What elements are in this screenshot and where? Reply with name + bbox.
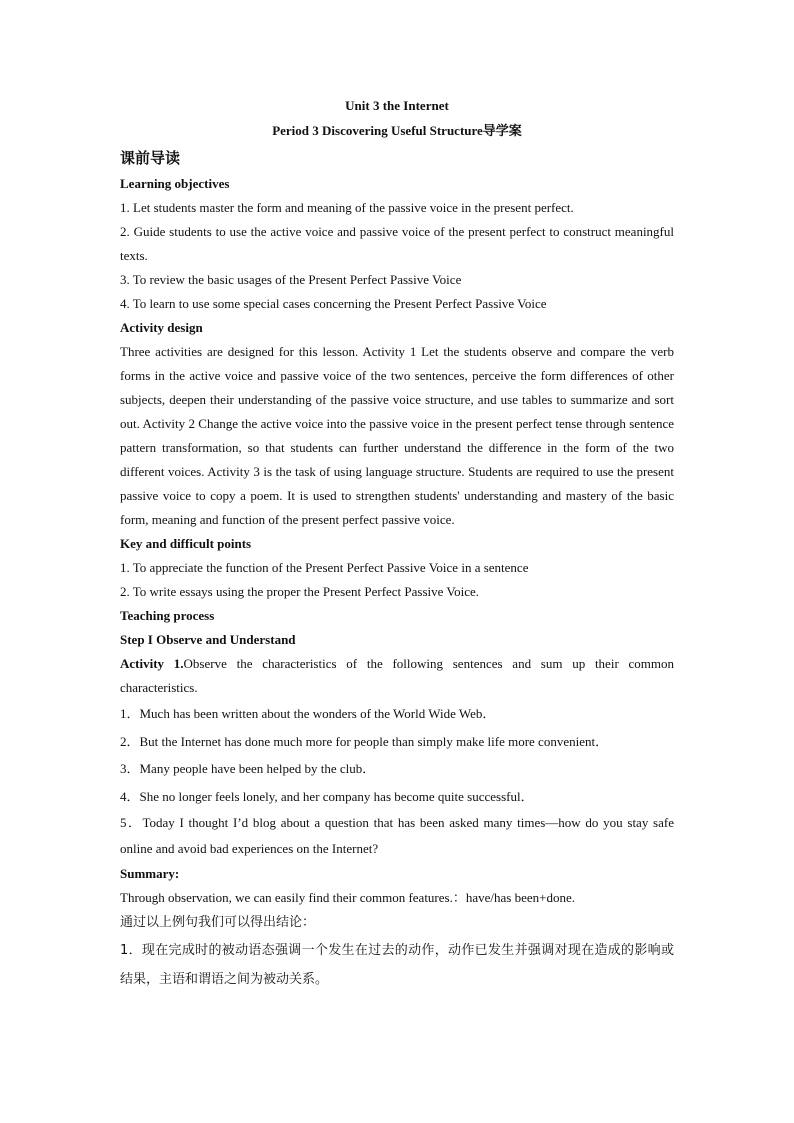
- activity-design-text: Three activities are designed for this lesson. Activity 1 Let the students observe and compare the verb forms in the active voice and passive voice of the two sentences, perceive the form differences of other subjects, deepen their understanding of the passive voice structure, and use tables to summarize and sort out. Activity 2 Change the active voice into the passive voice in the present perfect tense through sentence pattern transformation, so that students can further understand the difference in the form of the two different voices. Activity 3 is the task of using language structure. Students are required to use the present passive voice to copy a poem. It is used to strengthen students' understanding and mastery of the basic form, meaning and function of the present perfect passive voice.: [120, 344, 674, 527]
- activity-1-paragraph: [120, 652, 674, 700]
- example-sentence: 5．Today I thought I’d blog about a question that has been asked many times—how do you stay safe online and avoid bad experiences on the Internet?: [120, 815, 674, 856]
- objective-item: 1. Let students master the form and meaning of the passive voice in the present perfect.: [120, 200, 574, 215]
- document-page: [120, 94, 674, 994]
- conclusion-intro: 通过以上例句我们可以得出结论：: [120, 915, 316, 930]
- objective-item: 3. To review the basic usages of the Present Perfect Passive Voice: [120, 272, 462, 287]
- example-sentence: 4．She no longer feels lonely, and her company has become quite successful．: [120, 788, 534, 804]
- example-sentence: 1．Much has been written about the wonders of the World Wide Web．: [120, 706, 496, 721]
- activity-design-heading: Activity design: [120, 320, 203, 335]
- key-point-item: 1. To appreciate the function of the Present Perfect Passive Voice in a sentence: [120, 560, 529, 575]
- key-point-item: 2. To write essays using the proper the Present Perfect Passive Voice.: [120, 584, 480, 599]
- document-subtitle: Period 3 Discovering Useful Structure导学案: [272, 123, 522, 138]
- key-points-heading: Key and difficult points: [120, 536, 252, 551]
- learning-objectives-heading: Learning objectives: [120, 176, 230, 191]
- step-1-heading: Step I Observe and Understand: [120, 632, 296, 647]
- activity-1-text: Observe the characteristics of the following sentences and sum up their common characteristics.: [120, 656, 674, 695]
- example-sentence: 2．But the Internet has done much more for people than simply make life more convenient．: [120, 733, 609, 749]
- pre-class-heading: 课前导读: [120, 149, 181, 167]
- summary-heading: Summary:: [120, 866, 180, 881]
- conclusion-item: 1．现在完成时的被动语态强调一个发生在过去的动作，动作已发生并强调对现在造成的影响或结果，主语和谓语之间为被动关系。: [120, 943, 674, 987]
- activity-1-label: Activity 1.: [120, 656, 184, 671]
- example-sentence: 3．Many people have been helped by the club．: [120, 761, 376, 776]
- objective-item: 4. To learn to use some special cases concerning the Present Perfect Passive Voice: [120, 296, 547, 311]
- teaching-process-heading: Teaching process: [120, 608, 215, 623]
- summary-text: Through observation, we can easily find their common features.：have/has been+done.: [120, 890, 575, 905]
- objective-item: 2. Guide students to use the active voice and passive voice of the present perfect to construct meaningful texts.: [120, 224, 674, 263]
- document-title: Unit 3 the Internet: [345, 98, 449, 113]
